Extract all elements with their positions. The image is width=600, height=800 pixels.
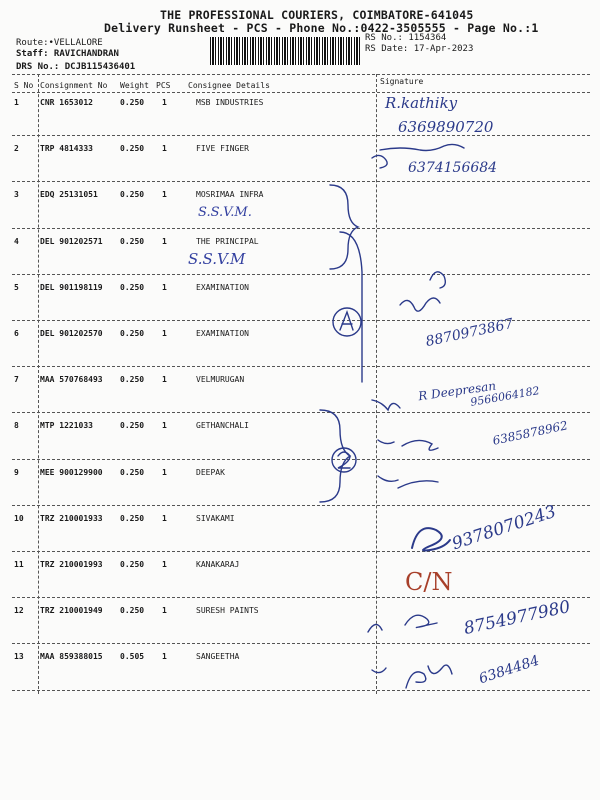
signature-stroke-row2 (380, 144, 464, 150)
row-weight: 0.250 (120, 283, 145, 292)
row-weight: 0.250 (120, 468, 145, 477)
row-sno: 12 (14, 606, 24, 615)
handwritten-ssvm-row4: S.S.V.M (188, 250, 246, 268)
row-pcs: 1 (162, 329, 167, 338)
row-weight: 0.250 (120, 190, 145, 199)
row-consignment-no: TRZ 210001933 (40, 514, 103, 523)
tick-mark-row9 (378, 476, 398, 481)
row-consignment-no: EDQ 25131051 (40, 190, 98, 199)
row-pcs: 1 (162, 652, 167, 661)
row-consignment-no: MAA 859388015 (40, 652, 103, 661)
row-pcs: 1 (162, 560, 167, 569)
row-consignment-no: DEL 901198119 (40, 283, 103, 292)
row-pcs: 1 (162, 375, 167, 384)
row-consignee: THE PRINCIPAL (196, 237, 259, 246)
row-consignee: DEEPAK (196, 468, 225, 477)
row-consignment-no: CNR 1653012 (40, 98, 93, 107)
row-consignee: VELMURUGAN (196, 375, 245, 384)
route-label: Route:•VELLALORE (16, 38, 103, 48)
row-sno: 1 (14, 98, 19, 107)
handwritten-ssvm-row3: S.S.V.M. (198, 205, 252, 220)
row-pcs: 1 (162, 237, 167, 246)
row-weight: 0.505 (120, 652, 145, 661)
row-consignee: MSB INDUSTRIES (196, 98, 264, 107)
rs-number: RS No.: 1154364 (365, 33, 447, 43)
signature-11-mark: C/N (405, 568, 453, 596)
row-consignment-no: MTP 1221033 (40, 421, 93, 430)
row-consignee: MOSRIMAA INFRA (196, 190, 264, 199)
row-sno: 10 (14, 514, 24, 523)
row-consignee: GETHANCHALI (196, 421, 249, 430)
row-consignment-no: DEL 901202571 (40, 237, 103, 246)
signature-1-phone: 6369890720 (398, 118, 494, 136)
row-sno: 2 (14, 144, 19, 153)
signature-stroke-row12 (405, 615, 437, 627)
row-pcs: 1 (162, 144, 167, 153)
row-sno: 5 (14, 283, 19, 292)
col-weight: Weight (120, 81, 149, 90)
signature-stroke-row8 (402, 440, 438, 450)
digit-4-stroke (340, 312, 353, 330)
row-consignment-no: TRZ 210001993 (40, 560, 103, 569)
signature-stroke-row13 (406, 665, 452, 688)
row-consignment-no: DEL 901202570 (40, 329, 103, 338)
tick-mark-row7 (372, 400, 400, 410)
row-consignee: EXAMINATION (196, 329, 249, 338)
col-consignment: Consignment No (40, 81, 108, 90)
signature-8-phone: 6385878962 (491, 418, 569, 448)
row-consignee: FIVE FINGER (196, 144, 249, 153)
tick-mark-row12 (368, 624, 382, 632)
row-pcs: 1 (162, 98, 167, 107)
row-weight: 0.250 (120, 514, 145, 523)
row-consignee: SIVAKAMI (196, 514, 235, 523)
bracket-line (340, 232, 362, 382)
signature-2-phone: 6374156684 (408, 160, 498, 176)
signature-7-phone: 9566064182 (469, 384, 541, 409)
rs-date: RS Date: 17-Apr-2023 (365, 44, 474, 54)
row-sno: 8 (14, 421, 19, 430)
row-pcs: 1 (162, 468, 167, 477)
row-weight: 0.250 (120, 375, 145, 384)
row-consignment-no: MAA 570768493 (40, 375, 103, 384)
row-sno: 9 (14, 468, 19, 477)
row-consignee: EXAMINATION (196, 283, 249, 292)
signature-stroke-row5b (430, 272, 445, 288)
signature-13-phone: 6384484 (477, 652, 542, 688)
col-sno: S No (14, 81, 34, 90)
signature-stroke-row10 (412, 528, 450, 550)
brace-rows-8-9 (320, 410, 350, 502)
row-pcs: 1 (162, 190, 167, 199)
digit-2-stroke (338, 452, 350, 468)
signature-10-phone: 9378070243 (449, 501, 559, 555)
row-weight: 0.250 (120, 560, 145, 569)
row-pcs: 1 (162, 514, 167, 523)
company-title: THE PROFESSIONAL COURIERS, COIMBATORE-641045 (160, 8, 474, 22)
brace-rows-3-4 (330, 185, 358, 269)
drs-number: DRS No.: DCJB115436401 (16, 62, 136, 72)
row-weight: 0.250 (120, 237, 145, 246)
row-sno: 6 (14, 329, 19, 338)
row-sno: 11 (14, 560, 24, 569)
row-weight: 0.250 (120, 144, 145, 153)
staff-label: Staff: RAVICHANDRAN (16, 49, 119, 59)
row-weight: 0.250 (120, 98, 145, 107)
row-sno: 4 (14, 237, 19, 246)
row-consignee: SURESH PAINTS (196, 606, 259, 615)
signature-stroke-row9 (398, 481, 438, 488)
row-weight: 0.250 (120, 329, 145, 338)
row-weight: 0.250 (120, 421, 145, 430)
col-consignee: Consignee Details (188, 81, 270, 90)
row-pcs: 1 (162, 283, 167, 292)
signature-1-name: R.kathiky (385, 94, 458, 112)
signature-12-phone: 8754977980 (462, 596, 573, 640)
row-consignment-no: TRP 4814333 (40, 144, 93, 153)
runsheet-subtitle: Delivery Runsheet - PCS - Phone No.:0422-3505555 - Page No.:1 (104, 21, 539, 35)
row-sno: 3 (14, 190, 19, 199)
row-consignee: SANGEETHA (196, 652, 240, 661)
row-sno: 13 (14, 652, 24, 661)
tick-mark-row2 (372, 155, 387, 168)
row-pcs: 1 (162, 421, 167, 430)
row-consignment-no: TRZ 210001949 (40, 606, 103, 615)
row-sno: 7 (14, 375, 19, 384)
tick-mark-row13 (372, 668, 386, 673)
tick-mark-row8 (378, 440, 394, 444)
col-signature: Signature (380, 77, 424, 86)
col-pcs: PCS (156, 81, 171, 90)
signature-stroke-row5 (400, 298, 440, 311)
signature-5-6-phone: 8870973867 (424, 315, 515, 351)
row-pcs: 1 (162, 606, 167, 615)
row-weight: 0.250 (120, 606, 145, 615)
signature-7-name: R Deepresan (417, 378, 497, 404)
row-consignment-no: MEE 900129900 (40, 468, 103, 477)
row-consignee: KANAKARAJ (196, 560, 240, 569)
